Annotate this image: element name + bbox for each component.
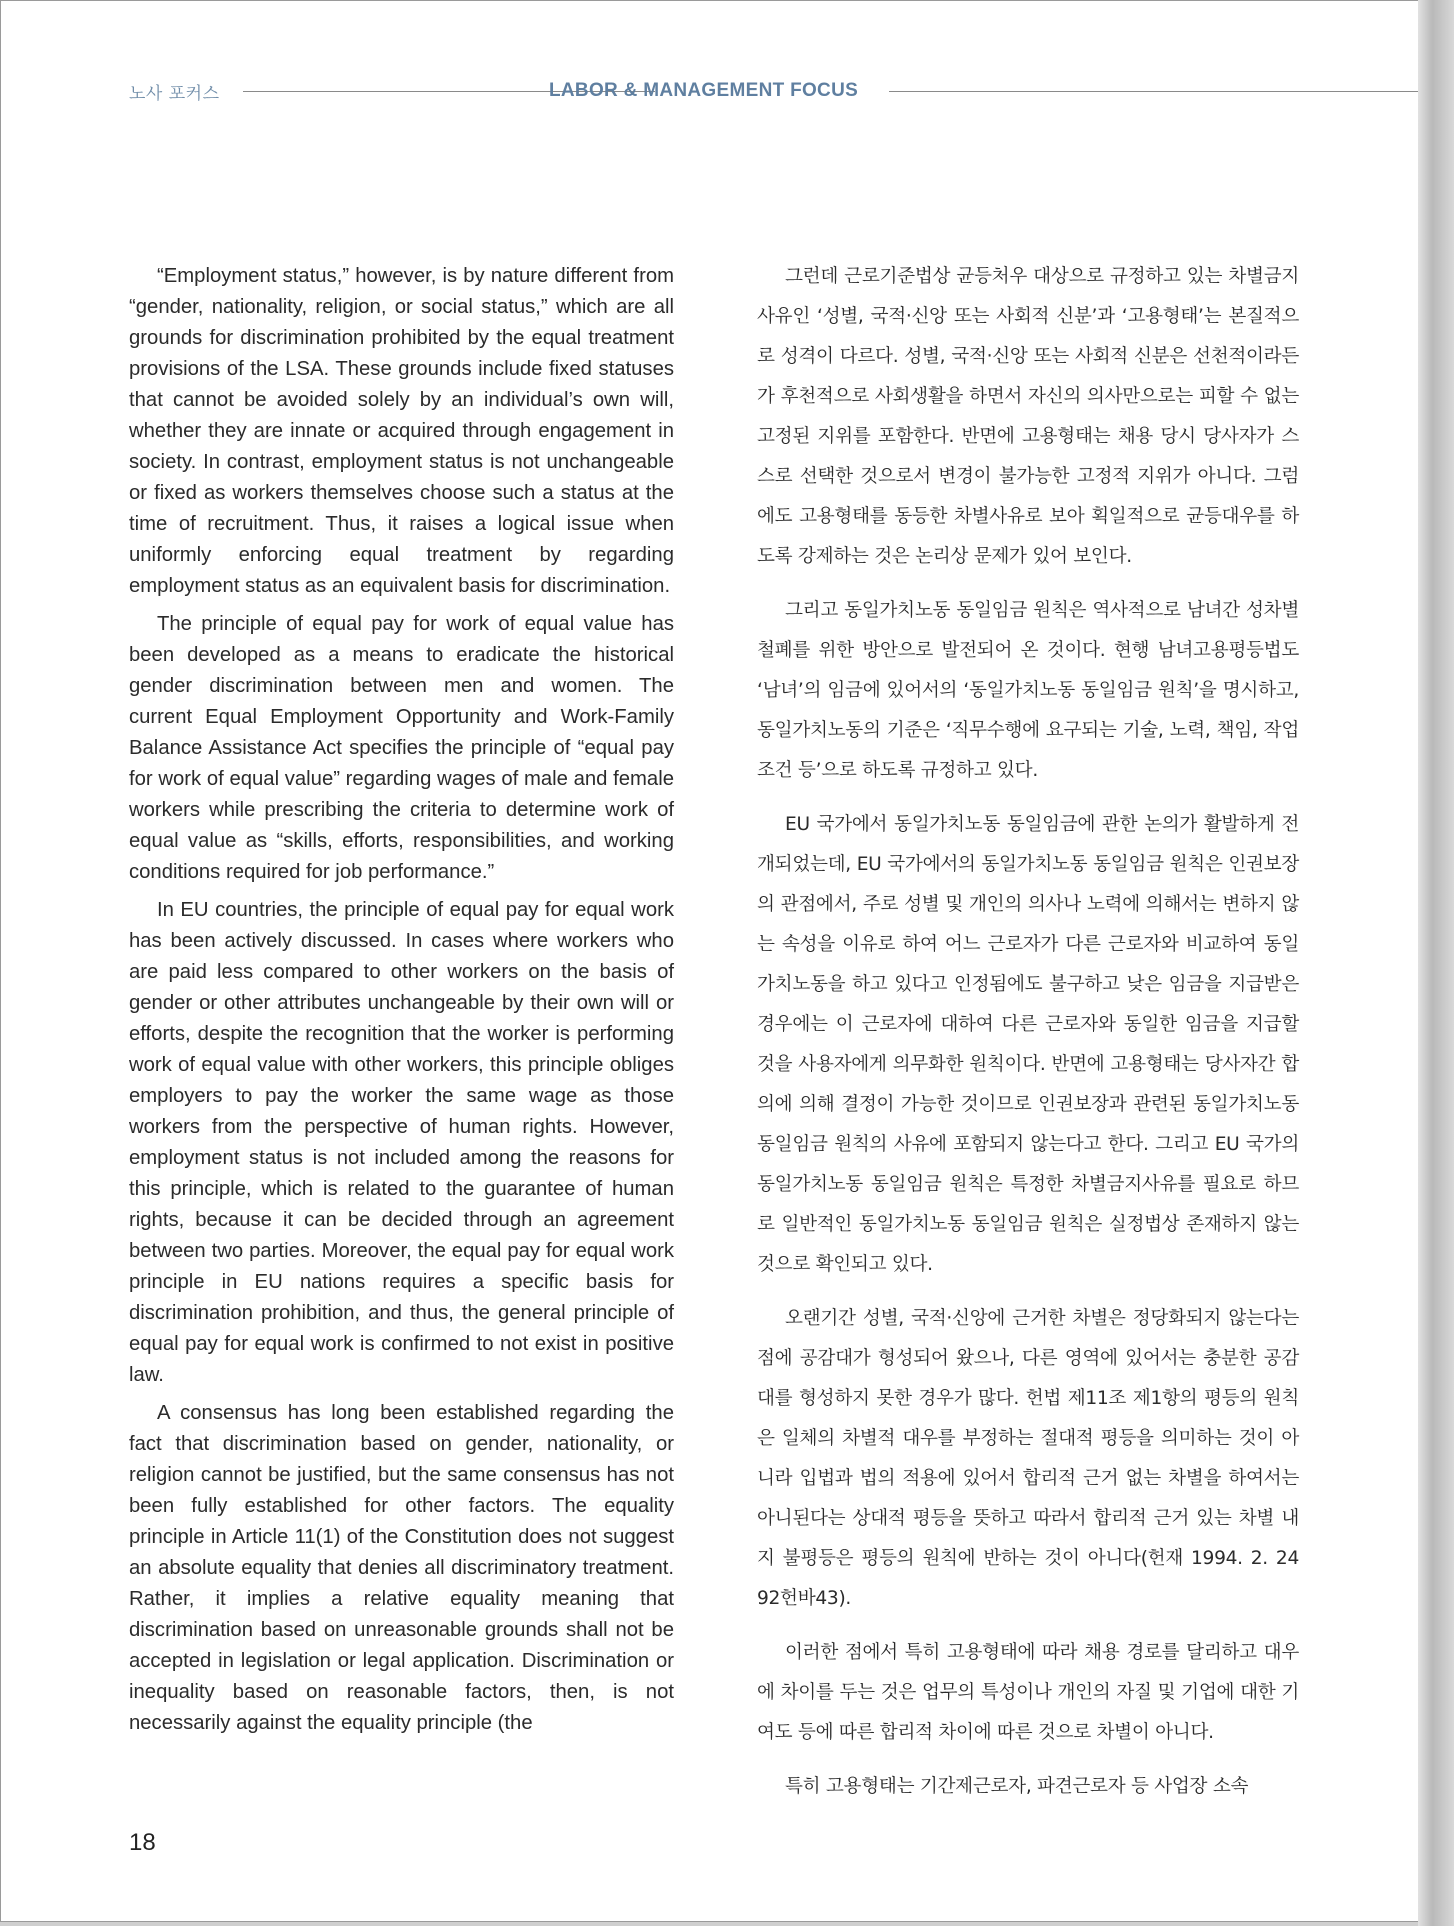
header-rule-right (889, 91, 1421, 92)
page-header (129, 79, 1421, 105)
english-column (129, 261, 674, 1746)
page-edge-shadow (1418, 0, 1454, 1926)
korean-paragraph: 특히 고용형태는 기간제근로자, 파견근로자 등 사업장 소속 (785, 1776, 1249, 1797)
korean-paragraph: 그리고 동일가치노동 동일임금 원칙은 역사적으로 남녀간 성차별 철폐를 위한 방안으로 발전되어 온 것이다. 현행 남녀고용평등법도 ‘남녀’의 임금에 있어서의 ‘동일가치노동 동일임금 원칙’을 명시하고, 동일가치노동의 기준은 ‘직무수행에 요구되는 기술, 노력, 책임, 작업조건 등’으로 하도록 규정하고 있다. (757, 600, 1299, 781)
korean-column (757, 257, 1299, 1821)
korean-paragraph: 오랜기간 성별, 국적·신앙에 근거한 차별은 정당화되지 않는다는 점에 공감대가 형성되어 왔으나, 다른 영역에 있어서는 충분한 공감대를 형성하지 못한 경우가 많다. 헌법 제11조 제1항의 평등의 원칙은 일체의 차별적 대우를 부정하는 절대적 평등을 의미하는 것이 아니라 입법과 법의 적용에 있어서 합리적 근거 없는 차별을 하여서는 아니된다는 상대적 평등을 뜻하고 따라서 합리적 근거 있는 차별 내지 불평등은 평등의 원칙에 반하는 것이 아니다(헌재 1994. 2. 24 92헌바43). (757, 1308, 1299, 1609)
english-paragraph: A consensus has long been established regarding the fact that discrimination based on gender, nationality, or religion cannot be justified, but the same consensus has not been fully established for other factors. The equality principle in Article 11(1) of the Constitution does not suggest an absolute equality that denies all discriminatory treatment. Rather, it implies a relative equality meaning that discrimination based on unreasonable grounds shall not be accepted in legislation or legal application. Discrimination or inequality based on reasonable factors, then, is not necessarily against the equality principle (the (129, 1402, 674, 1734)
english-paragraph: In EU countries, the principle of equal pay for equal work has been actively discussed. In cases where workers who are paid less compared to other workers on the basis of gender or other attributes unchangeable by their own will or efforts, despite the recognition that the worker is performing work of equal value with other workers, this principle obliges employers to pay the worker the same wage as those workers from the perspective of human rights. However, employment status is not included among the reasons for this principle, which is related to the guarantee of human rights, because it can be decided through an agreement between two parties. Moreover, the equal pay for equal work principle in EU nations requires a specific basis for discrimination prohibition, and thus, the general principle of equal pay for equal work is confirmed to not exist in positive law. (129, 899, 674, 1386)
section-label-korean: 노사 포커스 (129, 84, 220, 104)
english-paragraph: “Employment status,” however, is by nature different from “gender, nationality, religion, or social status,” which are all grounds for discrimination prohibited by the equal treatment provisions of the LSA. These grounds include fixed statuses that cannot be avoided solely by an individual’s own will, whether they are innate or acquired through engagement in society. In contrast, employment status is not unchangeable or fixed as workers themselves choose such a status at the time of recruitment. Thus, it raises a logical issue when uniformly enforcing equal treatment by regarding employment status as an equivalent basis for discrimination. (129, 265, 674, 597)
section-label-english: LABOR & MANAGEMENT FOCUS (549, 80, 859, 101)
korean-paragraph: 이러한 점에서 특히 고용형태에 따라 채용 경로를 달리하고 대우에 차이를 두는 것은 업무의 특성이나 개인의 자질 및 기업에 대한 기여도 등에 따른 합리적 차이에 따른 것으로 차별이 아니다. (757, 1642, 1299, 1743)
page-number: 18 (129, 1829, 156, 1856)
english-paragraph: The principle of equal pay for work of equal value has been developed as a means to eradicate the historical gender discrimination between men and women. The current Equal Employment Opportunity and Work-Family Balance Assistance Act specifies the principle of “equal pay for work of equal value” regarding wages of male and female workers while prescribing the criteria to determine work of equal value as “skills, efforts, responsibilities, and working conditions required for job performance.” (129, 613, 674, 883)
korean-paragraph: EU 국가에서 동일가치노동 동일임금에 관한 논의가 활발하게 전개되었는데, EU 국가에서의 동일가치노동 동일임금 원칙은 인권보장의 관점에서, 주로 성별 및 개인의 의사나 노력에 의해서는 변하지 않는 속성을 이유로 하여 어느 근로자가 다른 근로자와 비교하여 동일가치노동을 하고 있다고 인정됨에도 불구하고 낮은 임금을 지급받은 경우에는 이 근로자에 대하여 다른 근로자와 동일한 임금을 지급할 것을 사용자에게 의무화한 원칙이다. 반면에 고용형태는 당사자간 합의에 의해 결정이 가능한 것이므로 인권보장과 관련된 동일가치노동 동일임금 원칙의 사유에 포함되지 않는다고 한다. 그리고 EU 국가의 동일가치노동 동일임금 원칙은 특정한 차별금지사유를 필요로 하므로 일반적인 동일가치노동 동일임금 원칙은 실정법상 존재하지 않는 것으로 확인되고 있다. (757, 814, 1299, 1275)
korean-paragraph: 그런데 근로기준법상 균등처우 대상으로 규정하고 있는 차별금지 사유인 ‘성별, 국적·신앙 또는 사회적 신분’과 ‘고용형태’는 본질적으로 성격이 다르다. 성별, 국적·신앙 또는 사회적 신분은 선천적이라든가 후천적으로 사회생활을 하면서 자신의 의사만으로는 피할 수 없는 고정된 지위를 포함한다. 반면에 고용형태는 채용 당시 당사자가 스스로 선택한 것으로서 변경이 불가능한 고정적 지위가 아니다. 그럼에도 고용형태를 동등한 차별사유로 보아 획일적으로 균등대우를 하도록 강제하는 것은 논리상 문제가 있어 보인다. (757, 266, 1299, 567)
